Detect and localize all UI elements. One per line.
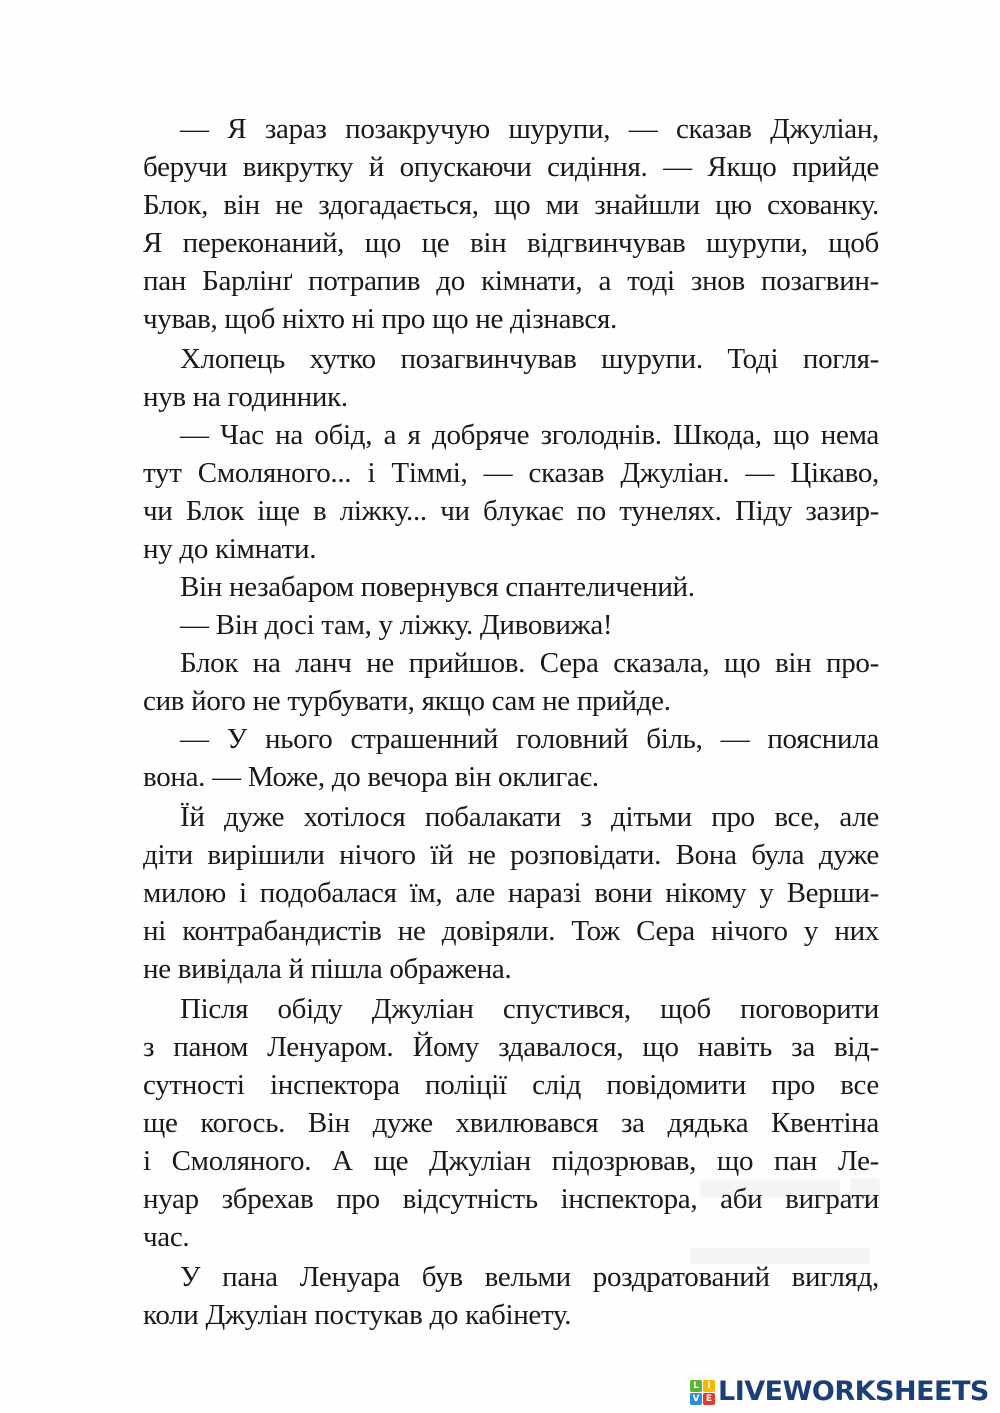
text-line: — Він досі там, у ліжку. Дивовижа! xyxy=(180,609,613,641)
text-line: — У нього страшенний головний біль, — пояснила xyxy=(180,723,879,755)
text-line: з паном Ленуаром. Йому здавалося, що навіть за від- xyxy=(143,1031,879,1063)
text-line: діти вирішили нічого їй не розповідати. Вона була дуже xyxy=(143,839,879,871)
text-line: — Час на обід, а я добряче зголоднів. Шкода, що нема xyxy=(180,419,879,451)
text-line: ні контрабандистів не довіряли. Тож Сера нічого у них xyxy=(143,915,879,947)
logo-cell-v: V xyxy=(690,1393,702,1405)
text-line: милою і подобалася їм, але наразі вони нікому у Верши- xyxy=(143,877,879,909)
logo-wordmark: LIVEWORKSHEETS xyxy=(718,1376,989,1407)
text-line: вона. — Може, до вечора він оклигає. xyxy=(143,761,599,793)
text-line: не вивідала й пішла ображена. xyxy=(143,953,512,985)
text-line: ще когось. Він дуже хвилювався за дядька Квентіна xyxy=(143,1107,879,1139)
logo-cell-l: L xyxy=(690,1380,702,1392)
liveworksheets-watermark xyxy=(690,1376,989,1407)
text-line: беручи викрутку й опускаючи сидіння. — Якщо прийде xyxy=(143,151,879,183)
text-line: пан Барлінґ потрапив до кімнати, а тоді знов позагвин- xyxy=(143,265,879,297)
text-line: Хлопець хутко позагвинчував шурупи. Тоді погля- xyxy=(180,343,879,375)
text-line: час. xyxy=(143,1221,190,1253)
text-line: нуар збрехав про відсутність інспектора, аби виграти xyxy=(143,1183,879,1215)
text-line: і Смоляного. А ще Джуліан підозрював, що пан Ле- xyxy=(143,1145,879,1177)
logo-cell-e: E xyxy=(703,1393,715,1405)
text-line: тут Смоляного... і Тіммі, — сказав Джуліан. — Цікаво, xyxy=(143,457,879,489)
text-line: чував, щоб ніхто ні про що не дізнався. xyxy=(143,303,617,335)
text-line: Після обіду Джуліан спустився, щоб поговорити xyxy=(180,993,879,1025)
text-line: Він незабаром повернувся спантеличений. xyxy=(180,571,695,603)
text-line: У пана Ленуара був вельми роздратований вигляд, xyxy=(180,1261,879,1293)
logo-cell-i: I xyxy=(703,1380,715,1392)
text-line: Блок на ланч не прийшов. Сера сказала, що він про- xyxy=(180,647,879,679)
text-line: Їй дуже хотілося побалакати з дітьми про все, але xyxy=(180,801,879,833)
text-line: нув на годинник. xyxy=(143,381,348,413)
text-line: — Я зараз позакручую шурупи, — сказав Джуліан, xyxy=(180,113,879,145)
text-line: сив його не турбувати, якщо сам не прийде. xyxy=(143,685,671,717)
live-logo-icon xyxy=(690,1380,715,1405)
text-line: Я переконаний, що це він відгвинчував шурупи, щоб xyxy=(143,227,879,259)
text-line: чи Блок іще в ліжку... чи блукає по тунелях. Піду зазир- xyxy=(143,495,879,527)
text-line: ну до кімнати. xyxy=(143,533,317,565)
text-line: сутності інспектора поліції слід повідомити про все xyxy=(143,1069,879,1101)
text-line: коли Джуліан постукав до кабінету. xyxy=(143,1299,572,1331)
text-line: Блок, він не здогадається, що ми знайшли цю схованку. xyxy=(143,189,879,221)
